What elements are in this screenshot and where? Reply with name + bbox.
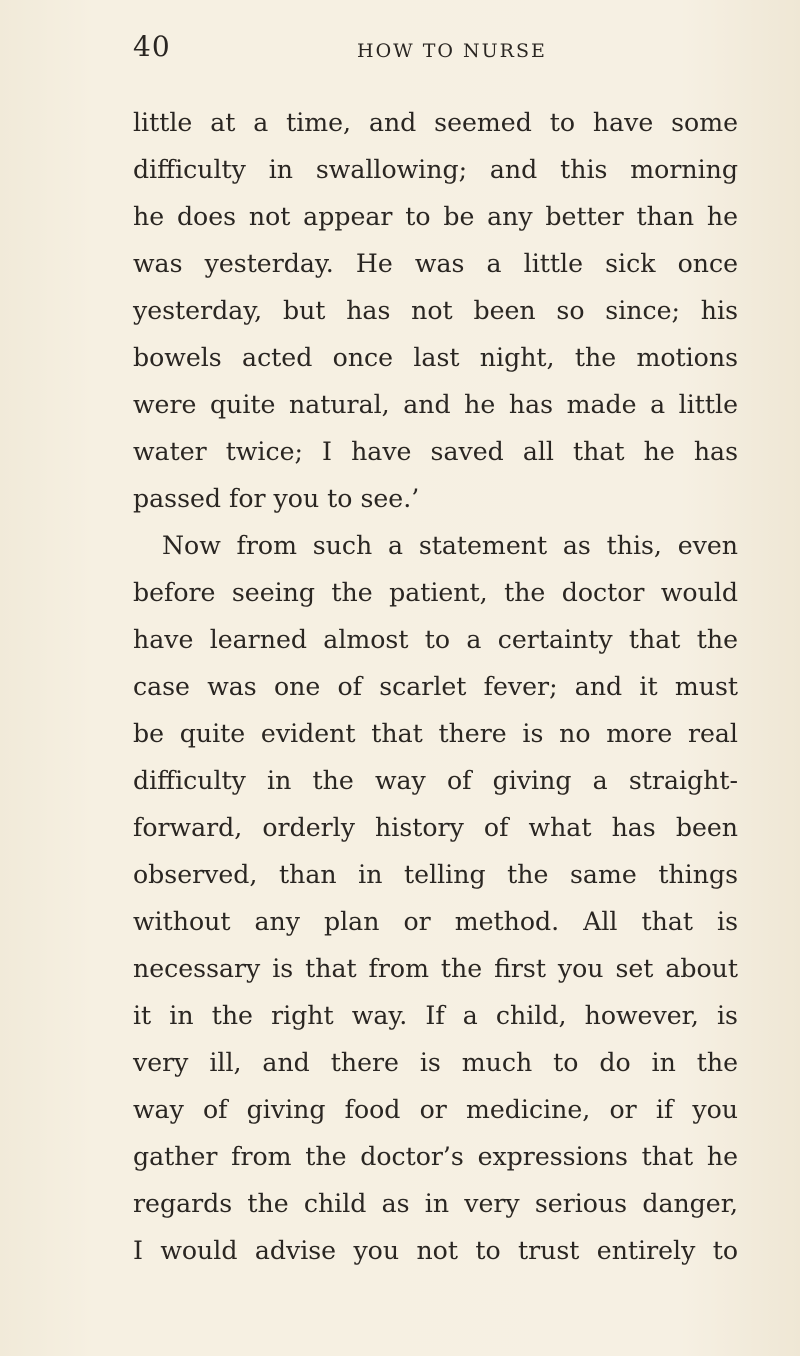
text-line: little at a time, and seemed to have some [133,108,738,137]
text-line: he does not appear to be any better than he [133,202,738,231]
text-line: gather from the doctor’s expressions that he [133,1142,738,1171]
text-line: passed for you to see.’ [133,484,420,513]
text-line: case was one of scarlet fever; and it must [133,672,738,701]
text-line: regards the child as in very serious danger, [133,1189,738,1218]
text-line: necessary is that from the first you set about [133,954,738,983]
text-line: yesterday, but has not been so since; his [133,296,738,325]
paragraph-first-line: Now from such a statement as this, even [162,531,738,560]
text-line: bowels acted once last night, the motions [133,343,738,372]
text-line: difficulty in swallowing; and this morning [133,155,738,184]
text-line: have learned almost to a certainty that the [133,625,738,654]
text-line: before seeing the patient, the doctor would [133,578,738,607]
text-line: was yesterday. He was a little sick once [133,249,738,278]
page-number: 40 [133,30,171,63]
text-line: it in the right way. If a child, however, is [133,1001,738,1030]
text-line: be quite evident that there is no more real [133,719,738,748]
text-line: water twice; I have saved all that he has [133,437,738,466]
running-title: HOW TO NURSE [357,40,547,62]
text-line: forward, orderly history of what has been [133,813,738,842]
text-line: way of giving food or medicine, or if you [133,1095,738,1124]
text-line: were quite natural, and he has made a little [133,390,738,419]
text-line: very ill, and there is much to do in the [133,1048,738,1077]
text-line: difficulty in the way of giving a straight- [133,766,738,795]
text-line: without any plan or method. All that is [133,907,738,936]
text-line: observed, than in telling the same things [133,860,738,889]
text-line: I would advise you not to trust entirely to [133,1236,738,1265]
